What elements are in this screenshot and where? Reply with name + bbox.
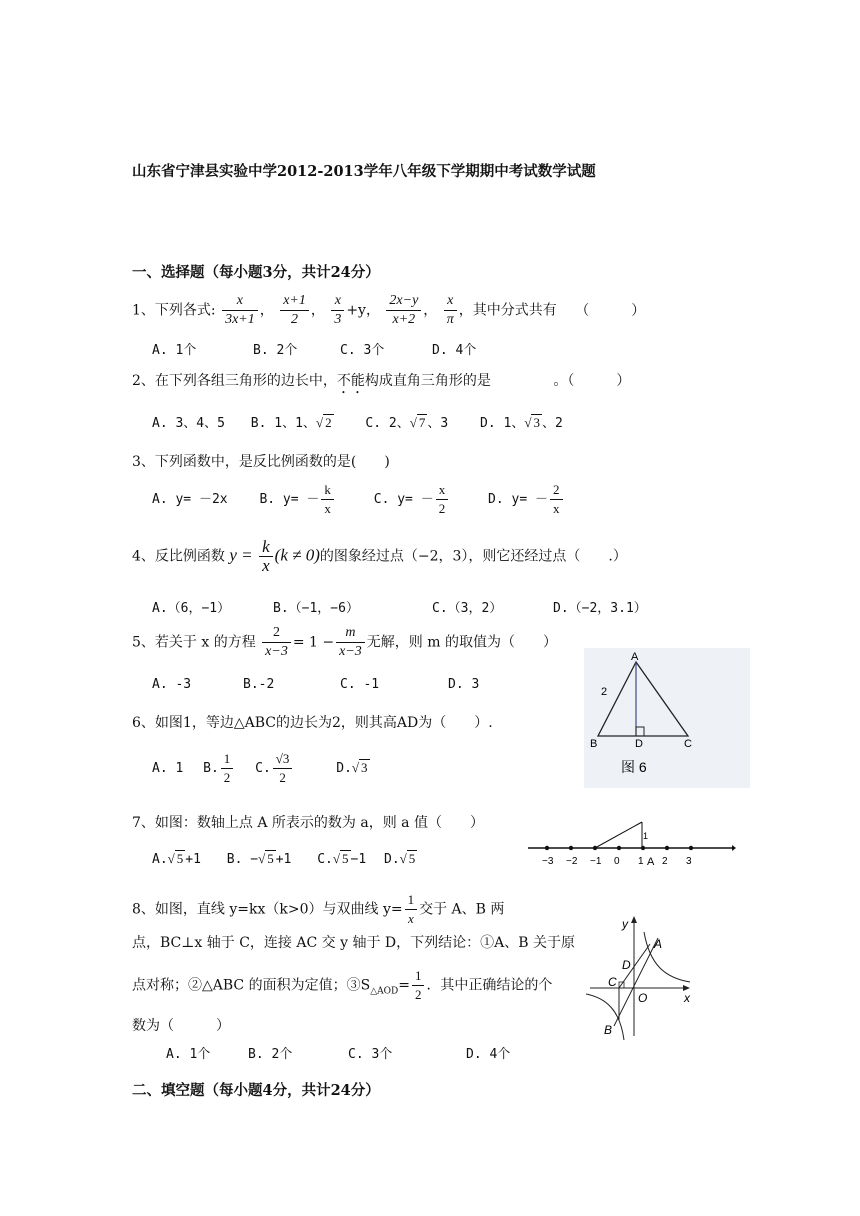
y-axis-arrow <box>631 916 637 923</box>
tick-label: 1 <box>638 856 644 867</box>
q8-text-3b: ．其中正确结论的个 <box>426 977 553 994</box>
label-side-length: 2 <box>601 686 608 698</box>
q6-option-c: C. <box>255 761 271 776</box>
tick-dot <box>569 846 573 850</box>
hypotenuse-line <box>595 822 642 848</box>
q1-fraction-2: $\frac{x+1}{2}$ <box>280 292 309 329</box>
tick-label: −2 <box>566 856 578 867</box>
q1-plus-y: +y， <box>346 302 380 319</box>
figure-caption: 图 6 <box>621 759 647 775</box>
q5-equals: = 1 − <box>292 634 335 651</box>
label-c: C <box>608 975 617 989</box>
q3-option-d: D. y= － <box>488 492 549 507</box>
q8-fraction-half: $\frac{1}{2}$ <box>412 967 425 1004</box>
question-4 <box>132 538 627 575</box>
q4-prefix: 4、反比例函数 <box>132 548 225 565</box>
q2-sqrt-7: √ 7 <box>409 415 426 430</box>
figure-background <box>584 648 750 788</box>
q6-fraction-c: $\frac{√3}{2}$ <box>273 750 293 787</box>
q6-option-d: D. <box>336 761 352 776</box>
point-a-label: A <box>647 856 655 868</box>
tick-marks <box>542 846 693 867</box>
tick-label: 0 <box>614 856 620 867</box>
tick-dot <box>617 846 621 850</box>
q4-y: y = <box>229 545 253 565</box>
q8-option-d: D. 4个 <box>466 1047 511 1062</box>
section-heading-choice: 一、选择题（每小题3分，共计24分） <box>132 264 380 281</box>
tick-dot <box>689 846 693 850</box>
question-8-line-2: 点，BC⊥x 轴于 C，连接 AC 交 y 轴于 D，下列结论：①A、B 关于原 <box>132 935 575 951</box>
q4-fraction: $\frac{k}{x}$ <box>259 538 273 575</box>
q5-suffix: 无解，则 m 的取值为（ ） <box>366 634 557 651</box>
unit-label: 1 <box>643 831 649 841</box>
q4-option-a: A.（6，−1） <box>152 601 231 616</box>
tick-label: 3 <box>686 856 692 867</box>
q1-fraction-4: $\frac{2x-y}{x+2}$ <box>386 292 421 329</box>
question-8-line-1 <box>132 891 504 928</box>
label-a: A <box>631 651 639 663</box>
q1-option-b: B. 2个 <box>253 343 298 358</box>
q3-options <box>152 481 565 518</box>
q7-number-line-figure <box>526 808 736 872</box>
tick-label: 2 <box>662 856 668 867</box>
label-c: C <box>684 738 692 750</box>
q1-suffix: ，其中分式共有 <box>458 302 557 319</box>
q7-option-a: A. <box>152 852 168 867</box>
label-a: A <box>654 937 663 951</box>
q7-option-d: D. <box>384 852 400 867</box>
q2-emphasis: 不能 <box>336 373 365 389</box>
q5-option-d: D. 3 <box>448 677 480 692</box>
question-2 <box>132 370 630 397</box>
q3-option-c: C. y= － <box>373 492 434 507</box>
q8-text-1b: 交于 A、B 两 <box>419 901 505 918</box>
q2-option-b: B. 1、1、 <box>250 416 316 431</box>
section-heading-fill-in: 二、填空题（每小题4分，共计24分） <box>132 1082 380 1099</box>
q5-option-a: A. -3 <box>152 677 192 692</box>
q5-fraction-1: $\frac{2}{x-3}$ <box>262 624 291 661</box>
q3-option-b: B. y= － <box>259 492 320 507</box>
q6-options <box>152 750 370 787</box>
q5-option-c: C. -1 <box>340 677 380 692</box>
q1-prefix: 1、下列各式: <box>132 302 216 319</box>
q4-condition: (k ≠ 0) <box>274 545 320 565</box>
q5-fraction-2: $\frac{m}{x-3}$ <box>336 624 365 661</box>
q5-prefix: 5、若关于 x 的方程 <box>132 634 256 651</box>
label-d: D <box>635 738 643 750</box>
q6-option-a: A. 1 <box>152 761 184 776</box>
q3-fraction-c: $\frac{x}{2}$ <box>436 481 449 518</box>
q1-fraction-5: $\frac{x}{\pi}$ <box>444 292 457 329</box>
q2-option-a: A. 3、4、5 <box>152 416 225 431</box>
q2-text-1: 2、在下列各组三角形的边长中， <box>132 373 337 389</box>
question-1: 1、下列各式: $\frac{x}{3x+1}$ ， $\frac{x+1}{2}$ ， $\frac{x}{3}$ +y， $\frac{2x-y}{x+2}$ ， $\frac{x}{\pi}$ ，其中分式共有 （ ） <box>132 293 646 327</box>
question-5 <box>132 624 557 661</box>
q7-option-b: B. − <box>226 852 259 867</box>
q3-option-a: A. y= －2x <box>152 492 228 507</box>
question-6: 6、如图1，等边△ABC的边长为2，则其高AD为（ ）. <box>132 715 493 731</box>
q2-sqrt-2: √ 2 <box>315 415 332 430</box>
x-label: x <box>684 991 690 1005</box>
question-7: 7、如图：数轴上点 A 所表示的数为 a，则 a 值（ ） <box>132 815 484 831</box>
q6-fraction-b: $\frac{1}{2}$ <box>221 750 234 787</box>
q1-option-d: D. 4个 <box>432 343 477 358</box>
q4-option-c: C.（3，2） <box>432 601 503 616</box>
q1-option-c: C. 3个 <box>340 343 385 358</box>
page-title: 山东省宁津县实验中学2012-2013学年八年级下学期期中考试数学试题 <box>132 163 596 180</box>
q5-option-b: B.-2 <box>243 677 275 692</box>
question-8-line-4: 数为（ ） <box>132 1018 230 1034</box>
q3-fraction-b: $\frac{k}{x}$ <box>321 481 334 518</box>
q2-answer-paren: 。（ ） <box>553 373 631 389</box>
q6-sqrt-3: √ 3 <box>351 760 368 775</box>
q7-options: A.√ 5 +1 B. −√ 5 +1 C.√ 5 −1 D.√ 5 <box>152 851 416 867</box>
label-o: O <box>638 991 648 1005</box>
q8-hyperbola-figure <box>586 914 702 1042</box>
q8-option-a: A. 1个 <box>166 1047 211 1062</box>
q8-text-1a: 8、如图，直线 y=kx（k>0）与双曲线 y= <box>132 901 403 918</box>
q2-options: A. 3、4、5 B. 1、1、√ 2 C. 2、√ 7 、3 D. 1、√ 3 、2 <box>152 415 563 431</box>
q1-fraction-1: $\frac{x}{3x+1}$ <box>222 292 258 329</box>
q8-text-3a: 点对称；②△ABC 的面积为定值；③S <box>132 977 371 994</box>
tick-dot <box>593 846 597 850</box>
axis-arrow <box>732 845 736 851</box>
tick-label: −3 <box>542 856 554 867</box>
label-b: B <box>590 738 598 750</box>
question-8-line-3: 点对称；②△ABC 的面积为定值；$③S_{\triangle AOD}=$ $\frac{1}{2}$ ．其中正确结论的个 <box>132 968 553 1002</box>
q4-option-d: D.（−2，3.1） <box>553 601 647 616</box>
q2-sqrt-3: √ 3 <box>524 415 540 430</box>
q2-text-2: 构成直角三角形的是 <box>364 373 491 389</box>
tick-dot <box>641 846 645 850</box>
q1-option-a: A. 1个 <box>152 343 197 358</box>
q1-answer-paren: （ ） <box>575 302 646 319</box>
hyperbola-branch-1 <box>644 932 690 982</box>
y-label: y <box>622 917 628 931</box>
q4-option-b: B.（−1，−6） <box>273 601 359 616</box>
q2-option-c: C. 2、 <box>365 416 410 431</box>
q7-option-c: C. <box>317 852 333 867</box>
tick-label: −1 <box>590 856 602 867</box>
tick-dot <box>545 846 549 850</box>
label-b: B <box>604 1023 613 1037</box>
q6-option-b: B. <box>203 761 219 776</box>
q8-option-b: B. 2个 <box>248 1047 293 1062</box>
q3-fraction-d: $\frac{2}{x}$ <box>550 481 563 518</box>
q8-option-c: C. 3个 <box>348 1047 393 1062</box>
q4-suffix: 的图象经过点（−2，3），则它还经过点（ .） <box>319 548 627 565</box>
label-d: D <box>622 958 631 972</box>
tick-dot <box>665 846 669 850</box>
q1-fraction-3: $\frac{x}{3}$ <box>331 292 344 329</box>
q8-subscript: △AOD <box>370 986 399 997</box>
q2-option-d: D. 1、 <box>480 416 525 431</box>
q8-fraction-1-over-x: $\frac{1}{x}$ <box>405 891 418 928</box>
question-3: 3、下列函数中，是反比例函数的是( ) <box>132 454 390 470</box>
q6-triangle-figure <box>584 648 750 788</box>
